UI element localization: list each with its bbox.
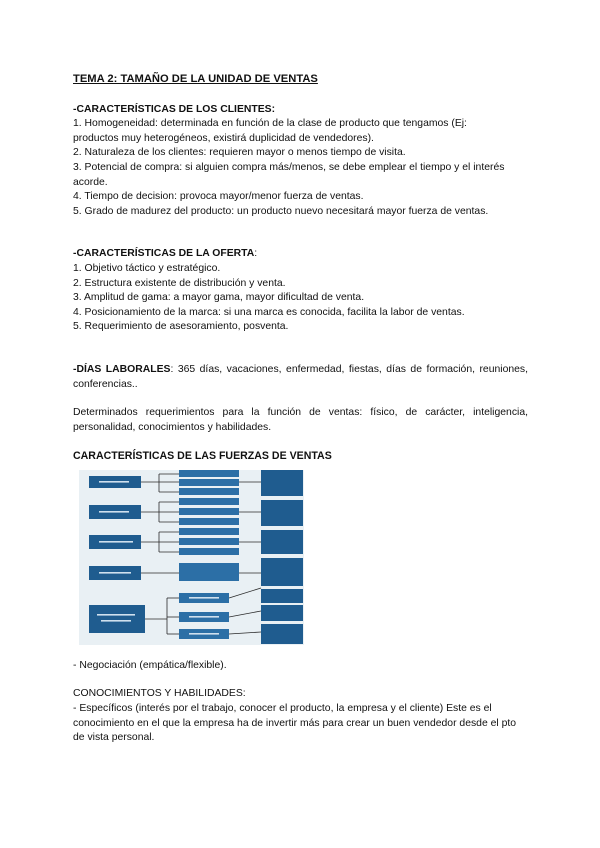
requerimientos-paragraph: Determinados requerimientos para la función de ventas: físico, de carácter, inteligencia, personalidad, conocimientos y habilidades. bbox=[73, 407, 528, 433]
clientes-line: 2. Naturaleza de los clientes: requieren mayor o menos tiempo de visita. bbox=[73, 147, 406, 159]
oferta-line: 1. Objetivo táctico y estratégico. bbox=[73, 262, 221, 274]
oferta-line: 5. Requerimiento de asesoramiento, posventa. bbox=[73, 321, 289, 333]
clientes-line: 4. Tiempo de decision: provoca mayor/menor fuerza de ventas. bbox=[73, 191, 364, 203]
clientes-line: acorde. bbox=[73, 176, 108, 188]
oferta-line: 4. Posicionamiento de la marca: si una marca es conocida, facilita la labor de ventas. bbox=[73, 306, 465, 318]
dias-heading: -DÍAS LABORALES bbox=[73, 363, 171, 375]
dias-text: : 365 días, vacaciones, enfermedad, fiestas, días de formación, reuniones, conferencias.. bbox=[73, 363, 528, 390]
document-page bbox=[73, 72, 528, 746]
oferta-heading-suffix: : bbox=[254, 248, 258, 260]
conocimientos-section bbox=[73, 687, 528, 745]
oferta-section bbox=[73, 247, 528, 335]
oferta-line: 3. Amplitud de gama: a mayor gama, mayor dificultad de venta. bbox=[73, 292, 365, 304]
left-box-conocimientos bbox=[89, 605, 145, 633]
clientes-line: 5. Grado de madurez del producto: un producto nuevo necesitará mayor fuerza de ventas. bbox=[73, 205, 489, 217]
clientes-line: 1. Homogeneidad: determinada en función de la clase de producto que tengamos (Ej: bbox=[73, 118, 467, 130]
page-title: TEMA 2: TAMAÑO DE LA UNIDAD DE VENTAS bbox=[73, 73, 318, 85]
clientes-line: productos muy heterogéneos, existirá duplicidad de vendedores). bbox=[73, 132, 374, 144]
negociacion-line: - Negociación (empática/flexible). bbox=[73, 659, 227, 671]
diagram-title: CARACTERÍSTICAS DE LAS FUERZAS DE VENTAS bbox=[73, 450, 332, 463]
fuerzas-ventas-diagram bbox=[79, 470, 304, 645]
clientes-line: 3. Potencial de compra: si alguien compra más/menos, se debe emplear el tiempo y el interés bbox=[73, 161, 505, 173]
conocimientos-heading: CONOCIMIENTOS Y HABILIDADES: bbox=[73, 688, 246, 700]
clientes-section bbox=[73, 103, 528, 220]
oferta-heading: -CARACTERÍSTICAS DE LA OFERTA bbox=[73, 248, 255, 260]
clientes-heading: -CARACTERÍSTICAS DE LOS CLIENTES: bbox=[73, 103, 276, 115]
oferta-line: 2. Estructura existente de distribución y venta. bbox=[73, 277, 286, 289]
conocimientos-text: - Específicos (interés por el trabajo, conocer el producto, la empresa y el cliente) Este es el conocimiento en el que la empresa ha de invertir más para crear un buen vendedor desde el pto de vista personal. bbox=[73, 703, 517, 744]
dias-section bbox=[73, 363, 528, 392]
